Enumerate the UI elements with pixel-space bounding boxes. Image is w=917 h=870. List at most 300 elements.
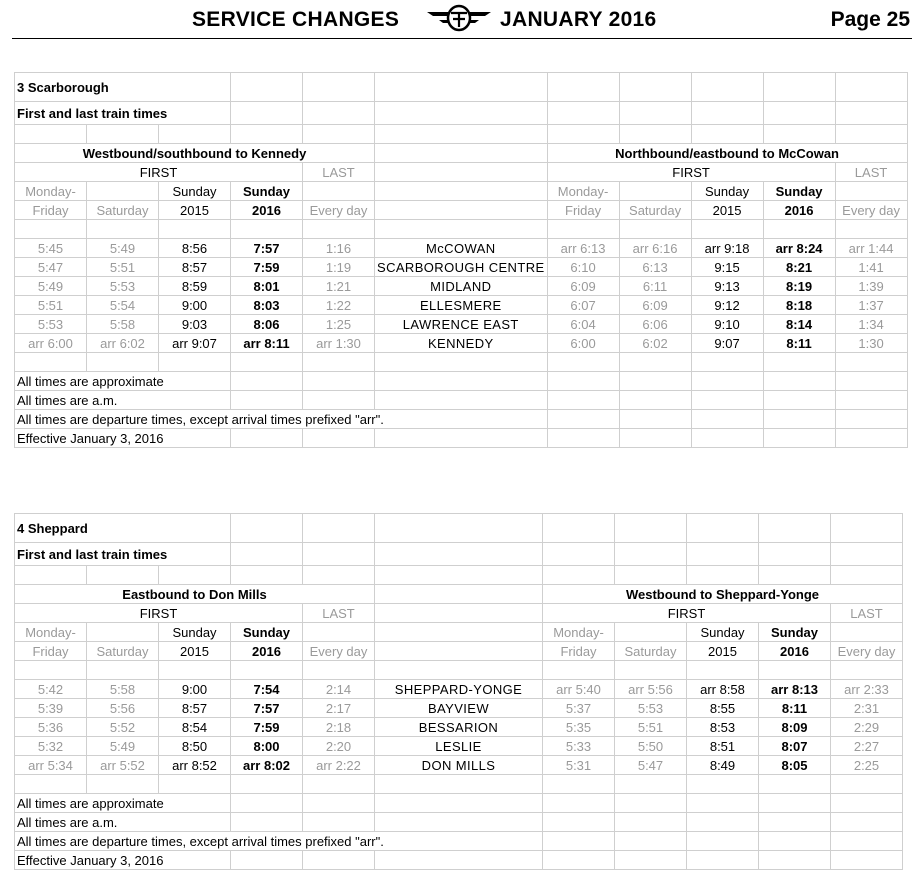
table-row <box>15 585 903 604</box>
time-cell: 5:51 <box>87 258 159 277</box>
empty-cell <box>759 543 831 566</box>
empty-cell <box>303 125 375 144</box>
note-text: Effective January 3, 2016 <box>15 851 231 870</box>
time-cell: 5:52 <box>87 718 159 737</box>
time-cell: 5:49 <box>15 277 87 296</box>
note-text: All times are departure times, except arrival times prefixed "arr". <box>15 410 548 429</box>
empty-cell <box>759 661 831 680</box>
empty-cell <box>831 623 903 642</box>
empty-cell <box>375 604 543 623</box>
empty-cell <box>303 429 375 448</box>
time-cell: 1:22 <box>303 296 375 315</box>
column-header: 2015 <box>159 642 231 661</box>
empty-cell <box>835 220 907 239</box>
first-header: FIRST <box>547 163 835 182</box>
empty-cell <box>619 372 691 391</box>
empty-cell <box>159 220 231 239</box>
empty-cell <box>303 543 375 566</box>
time-cell: 5:35 <box>543 718 615 737</box>
column-header: Saturday <box>87 201 159 220</box>
note-text: All times are departure times, except arrival times prefixed "arr". <box>15 832 543 851</box>
direction-right: Northbound/eastbound to McCowan <box>547 144 907 163</box>
empty-cell <box>835 429 907 448</box>
table-row <box>15 794 903 813</box>
empty-cell <box>691 220 763 239</box>
empty-cell <box>691 429 763 448</box>
note-text: All times are a.m. <box>15 391 231 410</box>
time-cell: 8:09 <box>759 718 831 737</box>
time-cell: 5:53 <box>87 277 159 296</box>
time-cell: 2:25 <box>831 756 903 775</box>
empty-cell <box>231 543 303 566</box>
time-cell: 8:50 <box>159 737 231 756</box>
empty-cell <box>619 353 691 372</box>
first-header: FIRST <box>15 604 303 623</box>
note-text: All times are approximate <box>15 794 231 813</box>
table-row <box>15 566 903 585</box>
empty-cell <box>835 73 907 102</box>
empty-cell <box>231 353 303 372</box>
column-header: Friday <box>15 642 87 661</box>
empty-cell <box>687 514 759 543</box>
empty-cell <box>15 125 87 144</box>
time-cell: arr 9:18 <box>691 239 763 258</box>
column-header: Every day <box>835 201 907 220</box>
empty-cell <box>763 429 835 448</box>
time-cell: 9:13 <box>691 277 763 296</box>
section-title: 3 Scarborough <box>15 73 231 102</box>
time-cell: 1:16 <box>303 239 375 258</box>
time-cell: arr 1:44 <box>835 239 907 258</box>
empty-cell <box>87 661 159 680</box>
time-cell: 6:09 <box>619 296 691 315</box>
time-cell: arr 6:13 <box>547 239 619 258</box>
time-cell: 5:47 <box>15 258 87 277</box>
time-cell: 5:51 <box>615 718 687 737</box>
time-cell: 6:07 <box>547 296 619 315</box>
last-header: LAST <box>303 163 375 182</box>
empty-cell <box>375 813 543 832</box>
time-cell: 5:54 <box>87 296 159 315</box>
time-cell: 8:49 <box>687 756 759 775</box>
empty-cell <box>543 566 615 585</box>
empty-cell <box>687 794 759 813</box>
empty-cell <box>231 794 303 813</box>
column-header: Every day <box>303 642 375 661</box>
column-header: Sunday <box>231 182 303 201</box>
column-header: Every day <box>831 642 903 661</box>
time-cell: 2:27 <box>831 737 903 756</box>
empty-cell <box>691 102 763 125</box>
time-cell: 5:33 <box>543 737 615 756</box>
time-cell: 5:53 <box>15 315 87 334</box>
empty-cell <box>619 410 691 429</box>
time-cell: arr 8:52 <box>159 756 231 775</box>
table-row <box>15 201 908 220</box>
time-cell: 1:41 <box>835 258 907 277</box>
time-cell: 8:51 <box>687 737 759 756</box>
empty-cell <box>691 372 763 391</box>
column-header: Sunday <box>159 182 231 201</box>
empty-cell <box>835 410 907 429</box>
time-cell: 7:59 <box>231 258 303 277</box>
time-cell: 2:14 <box>303 680 375 699</box>
note-text: All times are approximate <box>15 372 231 391</box>
empty-cell <box>547 125 619 144</box>
column-header: 2016 <box>759 642 831 661</box>
empty-cell <box>831 775 903 794</box>
empty-cell <box>231 429 303 448</box>
time-cell: 7:54 <box>231 680 303 699</box>
time-cell: 1:25 <box>303 315 375 334</box>
table-row <box>15 543 903 566</box>
time-cell: 8:18 <box>763 296 835 315</box>
time-cell: 6:06 <box>619 315 691 334</box>
empty-cell <box>691 353 763 372</box>
station-name: McCOWAN <box>375 239 548 258</box>
empty-cell <box>759 514 831 543</box>
page-header <box>12 0 912 39</box>
empty-cell <box>831 851 903 870</box>
empty-cell <box>375 353 548 372</box>
empty-cell <box>763 353 835 372</box>
section-subtitle: First and last train times <box>15 102 231 125</box>
empty-cell <box>231 661 303 680</box>
empty-cell <box>15 775 87 794</box>
empty-cell <box>687 566 759 585</box>
empty-cell <box>831 566 903 585</box>
empty-cell <box>375 543 543 566</box>
empty-cell <box>231 372 303 391</box>
empty-cell <box>375 201 548 220</box>
empty-cell <box>547 410 619 429</box>
time-cell: 5:58 <box>87 315 159 334</box>
time-cell: 7:59 <box>231 718 303 737</box>
time-cell: arr 5:40 <box>543 680 615 699</box>
station-name: SHEPPARD-YONGE <box>375 680 543 699</box>
column-header: 2016 <box>763 201 835 220</box>
time-cell: 5:37 <box>543 699 615 718</box>
table-row <box>15 410 908 429</box>
empty-cell <box>547 372 619 391</box>
time-cell: 8:55 <box>687 699 759 718</box>
empty-cell <box>375 163 548 182</box>
table-row <box>15 334 908 353</box>
empty-cell <box>15 353 87 372</box>
time-cell: 1:37 <box>835 296 907 315</box>
empty-cell <box>303 391 375 410</box>
empty-cell <box>547 73 619 102</box>
station-name: LAWRENCE EAST <box>375 315 548 334</box>
empty-cell <box>303 623 375 642</box>
time-cell: 9:15 <box>691 258 763 277</box>
column-header: Monday- <box>15 623 87 642</box>
column-header: Monday- <box>547 182 619 201</box>
time-cell: arr 5:34 <box>15 756 87 775</box>
time-cell: 1:34 <box>835 315 907 334</box>
empty-cell <box>15 661 87 680</box>
time-cell: 5:49 <box>87 737 159 756</box>
empty-cell <box>835 372 907 391</box>
empty-cell <box>543 661 615 680</box>
time-cell: 8:06 <box>231 315 303 334</box>
empty-cell <box>763 391 835 410</box>
column-header: 2015 <box>687 642 759 661</box>
empty-cell <box>87 623 159 642</box>
empty-cell <box>687 661 759 680</box>
table-row <box>15 661 903 680</box>
empty-cell <box>619 102 691 125</box>
empty-cell <box>835 102 907 125</box>
column-header: Friday <box>543 642 615 661</box>
empty-cell <box>231 566 303 585</box>
time-cell: 9:07 <box>691 334 763 353</box>
time-cell: 5:39 <box>15 699 87 718</box>
station-name: BESSARION <box>375 718 543 737</box>
empty-cell <box>759 794 831 813</box>
table-row <box>15 718 903 737</box>
table-row <box>15 813 903 832</box>
empty-cell <box>547 429 619 448</box>
time-cell: 5:49 <box>87 239 159 258</box>
empty-cell <box>375 220 548 239</box>
column-header: 2016 <box>231 642 303 661</box>
time-cell: 6:04 <box>547 315 619 334</box>
note-text: Effective January 3, 2016 <box>15 429 231 448</box>
schedule-table <box>14 513 903 870</box>
empty-cell <box>831 514 903 543</box>
empty-cell <box>615 514 687 543</box>
time-cell: 5:36 <box>15 718 87 737</box>
empty-cell <box>619 182 691 201</box>
table-row <box>15 680 903 699</box>
empty-cell <box>543 851 615 870</box>
empty-cell <box>619 429 691 448</box>
empty-cell <box>231 813 303 832</box>
table-row <box>15 429 908 448</box>
time-cell: 1:30 <box>835 334 907 353</box>
empty-cell <box>835 125 907 144</box>
empty-cell <box>303 73 375 102</box>
empty-cell <box>87 182 159 201</box>
empty-cell <box>375 661 543 680</box>
empty-cell <box>543 813 615 832</box>
empty-cell <box>691 125 763 144</box>
empty-cell <box>303 514 375 543</box>
time-cell: arr 2:22 <box>303 756 375 775</box>
column-header: Friday <box>15 201 87 220</box>
empty-cell <box>375 851 543 870</box>
ttc-logo-icon <box>425 3 493 33</box>
empty-cell <box>547 391 619 410</box>
empty-cell <box>303 102 375 125</box>
time-cell: 7:57 <box>231 239 303 258</box>
empty-cell <box>831 661 903 680</box>
table-row <box>15 623 903 642</box>
time-cell: arr 8:02 <box>231 756 303 775</box>
empty-cell <box>615 623 687 642</box>
empty-cell <box>159 125 231 144</box>
table-row <box>15 102 908 125</box>
empty-cell <box>763 125 835 144</box>
time-cell: 6:00 <box>547 334 619 353</box>
column-header: 2015 <box>159 201 231 220</box>
empty-cell <box>87 353 159 372</box>
empty-cell <box>303 813 375 832</box>
time-cell: 8:59 <box>159 277 231 296</box>
empty-cell <box>159 661 231 680</box>
time-cell: arr 1:30 <box>303 334 375 353</box>
column-header: Sunday <box>763 182 835 201</box>
time-cell: 8:07 <box>759 737 831 756</box>
time-cell: 5:56 <box>87 699 159 718</box>
time-cell: 8:19 <box>763 277 835 296</box>
column-header: 2016 <box>231 201 303 220</box>
table-row <box>15 514 903 543</box>
time-cell: 8:21 <box>763 258 835 277</box>
empty-cell <box>615 794 687 813</box>
time-cell: 5:31 <box>543 756 615 775</box>
time-cell: 5:58 <box>87 680 159 699</box>
table-row <box>15 353 908 372</box>
empty-cell <box>375 125 548 144</box>
section-title: 4 Sheppard <box>15 514 231 543</box>
time-cell: 8:56 <box>159 239 231 258</box>
empty-cell <box>759 775 831 794</box>
time-cell: 8:53 <box>687 718 759 737</box>
empty-cell <box>303 661 375 680</box>
empty-cell <box>687 813 759 832</box>
empty-cell <box>691 391 763 410</box>
empty-cell <box>375 794 543 813</box>
time-cell: 8:01 <box>231 277 303 296</box>
empty-cell <box>303 775 375 794</box>
empty-cell <box>15 566 87 585</box>
first-header: FIRST <box>15 163 303 182</box>
empty-cell <box>231 775 303 794</box>
column-header: Saturday <box>615 642 687 661</box>
time-cell: 5:42 <box>15 680 87 699</box>
empty-cell <box>619 391 691 410</box>
time-cell: 8:54 <box>159 718 231 737</box>
empty-cell <box>231 102 303 125</box>
empty-cell <box>615 813 687 832</box>
empty-cell <box>303 794 375 813</box>
empty-cell <box>375 73 548 102</box>
empty-cell <box>231 514 303 543</box>
empty-cell <box>87 775 159 794</box>
time-cell: 2:31 <box>831 699 903 718</box>
column-header: Monday- <box>15 182 87 201</box>
last-header: LAST <box>303 604 375 623</box>
empty-cell <box>159 353 231 372</box>
table-row <box>15 125 908 144</box>
page-number: Page 25 <box>830 8 910 31</box>
time-cell: 2:20 <box>303 737 375 756</box>
time-cell: 8:57 <box>159 258 231 277</box>
time-cell: 2:29 <box>831 718 903 737</box>
empty-cell <box>763 220 835 239</box>
empty-cell <box>763 410 835 429</box>
empty-cell <box>375 144 548 163</box>
table-row <box>15 315 908 334</box>
time-cell: 9:10 <box>691 315 763 334</box>
table-row <box>15 642 903 661</box>
empty-cell <box>547 102 619 125</box>
empty-cell <box>231 220 303 239</box>
direction-left: Eastbound to Don Mills <box>15 585 375 604</box>
empty-cell <box>615 543 687 566</box>
empty-cell <box>763 73 835 102</box>
time-cell: 7:57 <box>231 699 303 718</box>
time-cell: 8:11 <box>763 334 835 353</box>
column-header: 2015 <box>691 201 763 220</box>
table-row <box>15 737 903 756</box>
empty-cell <box>159 775 231 794</box>
header-date: JANUARY 2016 <box>500 8 657 31</box>
time-cell: 8:11 <box>759 699 831 718</box>
table-row <box>15 372 908 391</box>
time-cell: arr 2:33 <box>831 680 903 699</box>
table-row <box>15 220 908 239</box>
direction-left: Westbound/southbound to Kennedy <box>15 144 375 163</box>
empty-cell <box>543 775 615 794</box>
time-cell: 1:21 <box>303 277 375 296</box>
empty-cell <box>15 220 87 239</box>
table-row <box>15 756 903 775</box>
time-cell: 8:00 <box>231 737 303 756</box>
empty-cell <box>375 429 548 448</box>
empty-cell <box>375 642 543 661</box>
last-header: LAST <box>835 163 907 182</box>
table-row <box>15 258 908 277</box>
time-cell: 6:13 <box>619 258 691 277</box>
time-cell: 5:50 <box>615 737 687 756</box>
time-cell: 5:51 <box>15 296 87 315</box>
empty-cell <box>87 220 159 239</box>
time-cell: 9:00 <box>159 680 231 699</box>
time-cell: 9:03 <box>159 315 231 334</box>
direction-right: Westbound to Sheppard-Yonge <box>543 585 903 604</box>
column-header: Saturday <box>87 642 159 661</box>
time-cell: 5:32 <box>15 737 87 756</box>
station-name: SCARBOROUGH CENTRE <box>375 258 548 277</box>
empty-cell <box>615 775 687 794</box>
empty-cell <box>231 73 303 102</box>
last-header: LAST <box>831 604 903 623</box>
empty-cell <box>763 372 835 391</box>
empty-cell <box>615 851 687 870</box>
empty-cell <box>835 353 907 372</box>
station-name: MIDLAND <box>375 277 548 296</box>
empty-cell <box>831 794 903 813</box>
empty-cell <box>687 851 759 870</box>
time-cell: arr 5:52 <box>87 756 159 775</box>
empty-cell <box>763 102 835 125</box>
note-text: All times are a.m. <box>15 813 231 832</box>
empty-cell <box>87 125 159 144</box>
empty-cell <box>375 102 548 125</box>
table-row <box>15 277 908 296</box>
empty-cell <box>759 566 831 585</box>
time-cell: arr 8:13 <box>759 680 831 699</box>
column-header: Saturday <box>619 201 691 220</box>
column-header: Sunday <box>687 623 759 642</box>
time-cell: 1:19 <box>303 258 375 277</box>
table-row <box>15 296 908 315</box>
table-row <box>15 851 903 870</box>
table-row <box>15 239 908 258</box>
